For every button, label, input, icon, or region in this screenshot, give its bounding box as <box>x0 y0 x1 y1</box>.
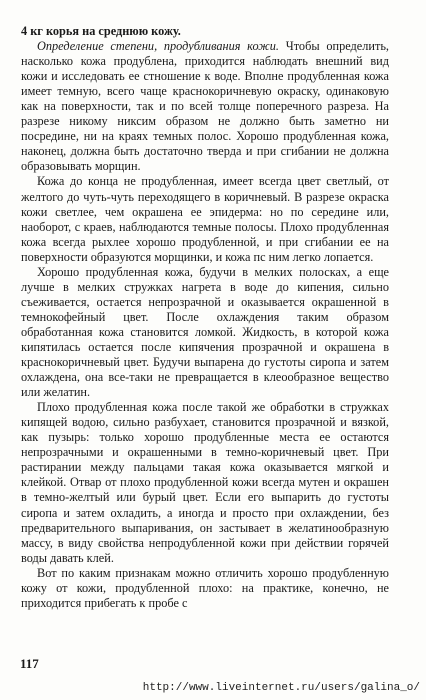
paragraph-definition-body: Чтобы определить, насколько кожа продублена, приходится наблюдать внешний вид кожи и исследовать ее стношение к воде. Вполне продубленная кожа имеет темную, всего чаще краснокоричневую окраску, одинаковую как на поверхности, так и по всей толще поперечного разреза. На разрезе никому никсим образом не должно быть заметно ни посредине, ни на краях темных полос. Хорошо продубленная кожа, наконец, должна быть достаточно тверда и при сгибании не должна образовывать морщин. <box>21 39 389 174</box>
page-text-block <box>21 24 389 611</box>
source-url-watermark: http://www.liveinternet.ru/users/galina_o/ <box>142 682 420 694</box>
paragraph-poor-leather-boiling: Плохо продубленная кожа после такой же обработки в стружках кипящей водою, сильно разбухает, становится прозрачной и вязкой, как пузырь: только хорошо продубленные места ее остаются непрозрачными и окрашенными в темно-коричневый цвет. При растирании между пальцами такая кожа оказывается мягкой и клейкой. Отвар от плохо продубленной кожи всегда мутен и окрашен в темно-желтый или бурый цвет. Если его выпарить до густоты сиропа и затем охладить, а иногда и просто при охлаждении, без предварительного выпаривания, он застывает в желатинообразную массу, в виду свойства непродубленной кожи при действии горячей воды давать клей. <box>21 400 389 565</box>
paragraph-definition <box>21 39 389 174</box>
section-heading: Определение степени, продубливания кожи. <box>37 39 279 54</box>
first-line: 4 кг корья на среднюю кожу. <box>21 24 181 38</box>
page-number: 117 <box>20 656 39 671</box>
paragraph-good-leather-boiling: Хорошо продубленная кожа, будучи в мелких полосках, а еще лучше в мелких стружках нагрета в воде до кипения, сильно съеживается, остается непрозрачной и оказывается окрашенной в темнокофейный цвет. После охлаждения таким образом обработанная кожа становится ломкой. Жидкость, в которой кожа кипятилась остается после кипячения прозрачной и окрашена в краснокоричневый цвет. Будучи выпарена до густоты сиропа и затем охлаждена, она все-таки не превращается в клеообразное вещество или желатин. <box>21 264 389 400</box>
paragraph-practical-signs: Вот по каким признакам можно отличить хорошо продубленную кожу от кожи, продубленной плохо: на практике, конечно, не приходится прибегать к пробе с <box>21 565 389 610</box>
paragraph-underdone-leather: Кожа до конца не продубленная, имеет всегда цвет светлый, от желтого до чуть-чуть переходящего в коричневый. В разрезе окраска кожи светлее, чем окрашена ее эпидерма: но по середине или, наоборот, с краев, наблюдаются темные полосы. Плохо продубленная кожа всегда рыхлее хорошо продубленной, и при сгибании ее на поверхности образуются морщинки, и кожа пс ним легко лопается. <box>21 174 389 264</box>
